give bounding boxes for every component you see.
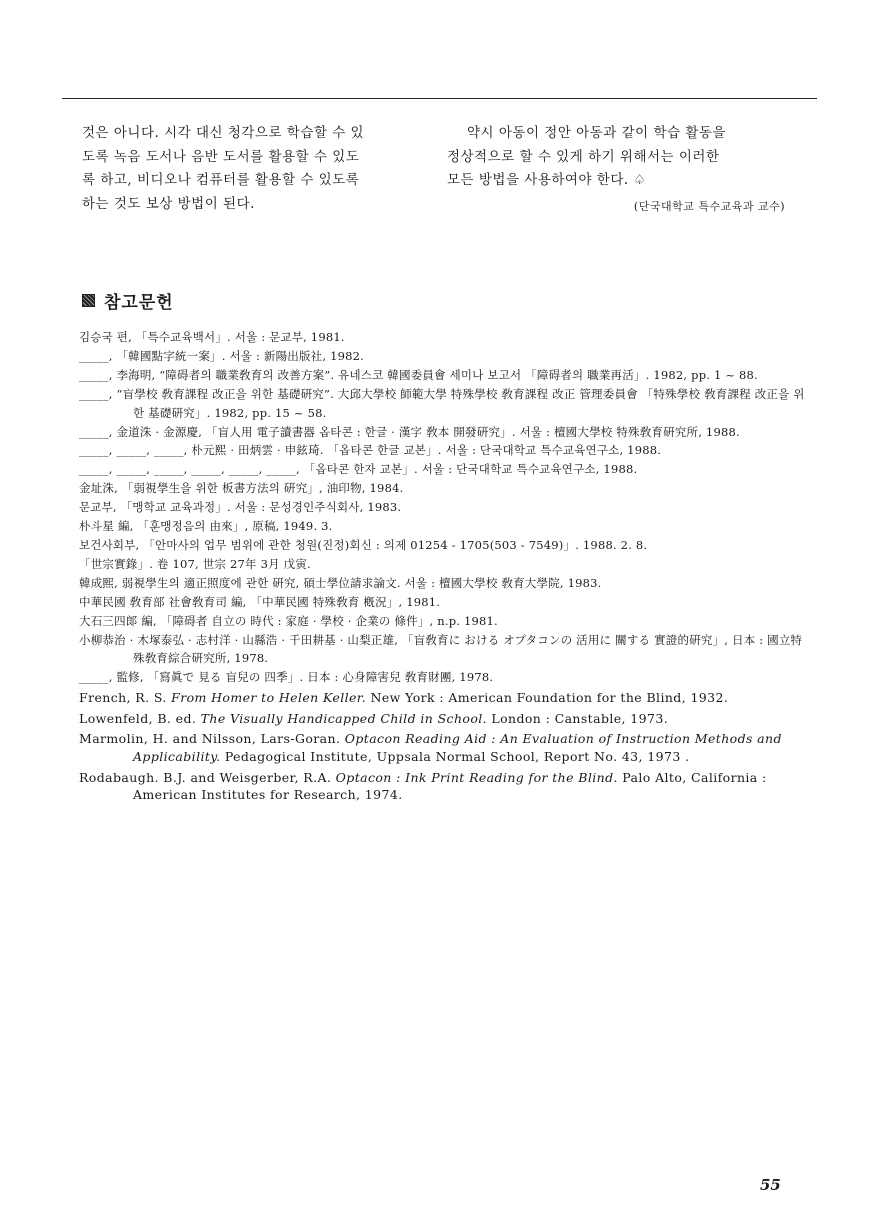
body-line: 모든 방법을 사용하여야 한다. ♤ [447,172,647,188]
reference-list [79,328,806,804]
reference-item: Rodabaugh. B.J. and Weisgerber, R.A. Optacon : Ink Print Reading for the Blind. Palo Alto, California : American Institutes for Research, 1974. [79,769,767,803]
body-text-left-column [82,122,434,216]
reference-item: 金址洙, 「弱視學生을 위한 板書方法의 硏究」, 油印物, 1984. [79,481,404,496]
body-line: 하는 것도 보상 방법이 된다. [82,195,255,212]
reference-item: Marmolin, H. and Nilsson, Lars-Goran. Optacon Reading Aid : An Evaluation of Instruction Methods and Applicability. Pedagogical Institute, Uppsala Normal School, Report No. 43, 1973 . [79,731,782,764]
body-line: 도록 녹음 도서나 음반 도서를 활용할 수 있도 [82,148,360,165]
reference-item: 韓成熙, 弱視學生의 適正照度에 관한 硏究, 碩士學位請求論文. 서울 : 檀國大學校 敎育大學院, 1983. [79,575,602,590]
reference-item: 문교부, 「맹학교 교육과정」. 서울 : 문성경인주식회사, 1983. [79,500,402,515]
body-text-right-column [447,122,807,218]
body-line: 것은 아니다. 시각 대신 청각으로 학습할 수 있 [82,125,365,141]
reference-item: 大石三四郞 編, 「障碍者 自立の 時代 : 家庭 · 學校 · 企業の 條件」, n.p. 1981. [79,613,498,628]
reference-item: 보건사회부, 「안마사의 업무 범위에 관한 청원(진정)회신 : 의제 01254 - 1705(503 - 7549)」. 1988. 2. 8. [79,537,648,552]
reference-item: _____, _____, _____, _____, _____, _____, 「옵타콘 한자 교본」. 서울 : 단국대학교 특수교육연구소, 1988. [79,462,638,477]
reference-item: 小柳恭治 · 木塚泰弘 · 志村洋 · 山縣浩 · 千田耕基 · 山梨正雄, 「盲敎育に おける オプタコンの 活用に 關する 實證的硏究」, 日本 : 國立特殊敎育綜合硏究所, 1978. [79,632,803,666]
top-rule [62,98,817,99]
reference-item: _____, 監修, 「寫眞で 見る 盲兒の 四季」. 日本 : 心身障害兒 敎育財團, 1978. [79,670,494,685]
references-heading-text: 참고문헌 [104,293,174,313]
author-affiliation: (단국대학교 특수교육과 교수) [633,199,785,213]
reference-item: _____, 「韓國點字統一案」. 서울 : 新陽出版社, 1982. [79,348,365,363]
hatched-square-icon [82,294,95,307]
reference-item: 김승국 편, 「특수교육백서」. 서울 : 문교부, 1981. [79,330,345,344]
reference-item: _____, 李海明, “障碍者의 職業敎育의 改善方案”. 유네스코 韓國委員會 세미나 보고서 「障碍者의 職業再活」. 1982, pp. 1 ~ 88. [79,367,758,382]
page-number: 55 [760,1176,781,1194]
reference-item: French, R. S. From Homer to Helen Keller. New York : American Foundation for the Blind, 1932. [79,690,729,706]
reference-item: 中華民國 敎育部 社會敎育司 編, 「中華民國 特殊敎育 槪況」, 1981. [79,594,441,609]
reference-item: _____, _____, _____, 朴元熙 · 田炳雲 · 申鉉琦. 「옵타콘 한글 교본」. 서울 : 단국대학교 특수교육연구소, 1988. [79,443,662,458]
reference-item: _____, 金道洙 · 金源慶, 「盲人用 電子讀書器 옵타콘 : 한글 · 漢字 敎本 開發硏究」. 서울 : 檀國大學校 特殊敎育硏究所, 1988. [79,424,740,439]
body-line: 정상적으로 할 수 있게 하기 위해서는 이러한 [447,148,720,165]
body-line: 록 하고, 비디오나 컴퓨터를 활용할 수 있도록 [82,172,360,188]
reference-item: 「世宗實錄」. 卷 107, 世宗 27年 3月 戊寅. [79,556,311,571]
reference-item: 朴斗星 編, 「훈맹정음의 由來」, 原稿, 1949. 3. [79,519,333,534]
reference-item: Lowenfeld, B. ed. The Visually Handicapped Child in School. London : Canstable, 1973. [79,710,669,726]
reference-item: _____, “盲學校 敎育課程 改正을 위한 基礎硏究”. 大邱大學校 師範大學 特殊學校 敎育課程 改正 管理委員會 「特殊學校 敎育課程 改正을 위한 基礎硏究」. 1982, pp. 15 ~ 58. [79,386,805,420]
body-line: 약시 아동이 정안 아동과 같이 학습 활동을 [467,125,726,141]
references-heading [82,288,174,313]
